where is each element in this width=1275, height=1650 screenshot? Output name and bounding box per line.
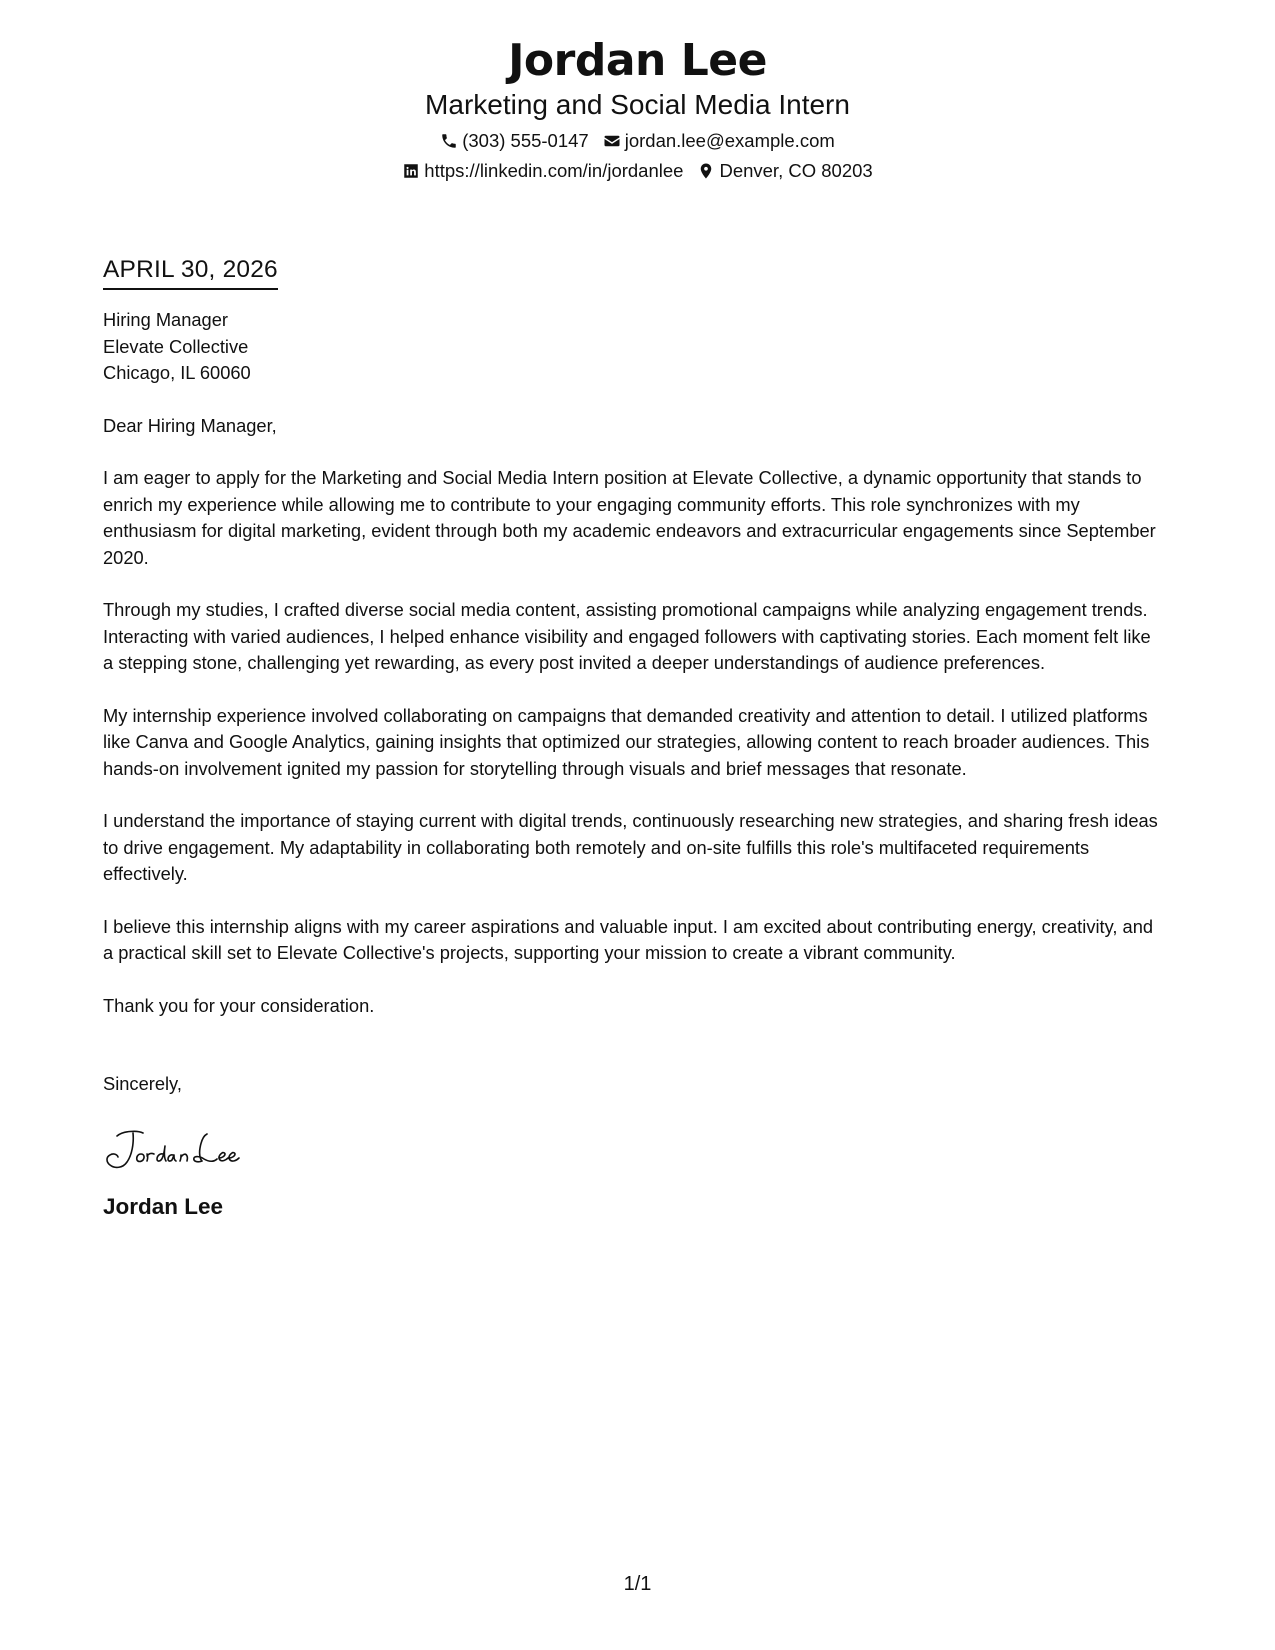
applicant-role: Marketing and Social Media Intern (425, 89, 850, 120)
contact-phone (440, 129, 589, 153)
recipient-company: Elevate Collective (103, 335, 249, 357)
map-pin-icon (697, 162, 715, 180)
phone-text: (303) 555-0147 (462, 130, 589, 151)
closing-thanks: Thank you for your consideration. (103, 994, 375, 1016)
recipient-title: Hiring Manager (103, 309, 228, 330)
body-paragraph: My internship experience involved collaborating on campaigns that demanded creativity and attention to detail. I utilized platforms like Canva and Google Analytics, gaining insights that optimized our strategies, allowing content to reach broader audiences. This hands-on involvement ignited my passion for storytelling through visuals and brief messages that resonate. (103, 704, 1150, 779)
body-paragraph: Through my studies, I crafted diverse social media content, assisting promotional campaigns while analyzing engagement trends. Interacting with varied audiences, I helped enhance visibility and engaged followers with captivating stories. Each moment felt like a stepping stone, challenging yet rewarding, as every post invited a deeper understandings of audience preferences. (103, 599, 1151, 673)
contact-row-primary (0, 129, 1275, 153)
linkedin-link[interactable]: https://linkedin.com/in/jordanlee (424, 160, 684, 181)
phone-icon (440, 132, 458, 150)
letter-date: APRIL 30, 2026 (103, 254, 278, 290)
recipient-city: Chicago, IL 60060 (103, 362, 251, 383)
signoff: Sincerely, (103, 1073, 182, 1094)
linkedin-icon (402, 162, 420, 180)
salutation: Dear Hiring Manager, (103, 414, 277, 436)
page-number: 1/1 (623, 1573, 652, 1595)
letter-header (0, 34, 1275, 183)
signed-name: Jordan Lee (103, 1193, 224, 1219)
signature-image (103, 1124, 1163, 1174)
contact-location (697, 159, 872, 183)
applicant-name: Jordan Lee (508, 35, 767, 86)
contact-linkedin (402, 159, 683, 183)
location-text: Denver, CO 80203 (719, 160, 873, 181)
body-paragraph: I believe this internship aligns with my career aspirations and valuable input. I am excited about contributing energy, creativity, and a practical skill set to Elevate Collective's projects, supporting your mission to create a vibrant community. (103, 915, 1154, 963)
contact-row-secondary (0, 159, 1275, 183)
envelope-icon (603, 132, 621, 150)
recipient-block (103, 307, 1163, 387)
body-paragraph: I am eager to apply for the Marketing and Social Media Intern position at Elevate Collective, a dynamic opportunity that stands to enrich my experience while allowing me to contribute to your engaging community efforts. This role synchronizes with my enthusiasm for digital marketing, evident through both my academic endeavors and extracurricular engagements since September 2020. (103, 467, 1156, 568)
body-paragraph: I understand the importance of staying current with digital trends, continuously researching new strategies, and sharing fresh ideas to drive engagement. My adaptability in collaborating both remotely and on-site fulfills this role's multifaceted requirements effectively. (103, 810, 1158, 884)
letter-body (103, 254, 1163, 1222)
email-link[interactable]: jordan.lee@example.com (624, 130, 835, 151)
contact-email (603, 129, 835, 153)
